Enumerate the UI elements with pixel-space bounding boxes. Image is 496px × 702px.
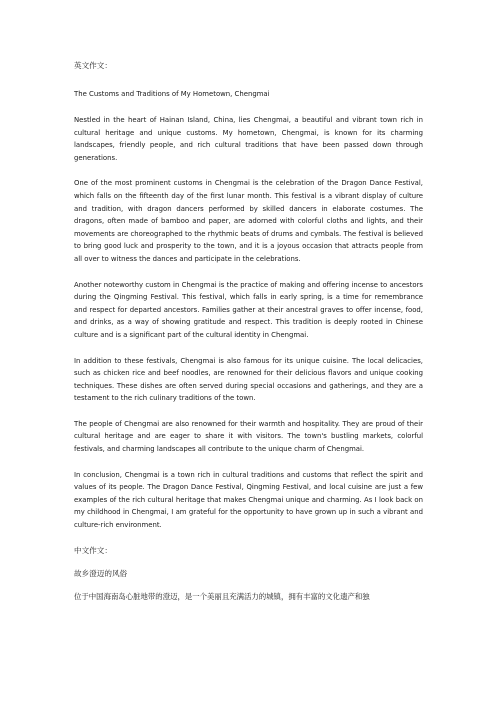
paragraph-3: Another noteworthy custom in Chengmai is the practice of making and offering incense to ancestors during the Qingming Festival. This festival, which falls in early spring, is a time for remembrance and respect for departed ancestors. Families gather at their ancestral graves to offer incense, food, and drinks, as a way of showing gratitude and respect. This tradition is deeply rooted in Chinese culture and is a significant part of the cultural identity in Chengmai. [74, 280, 423, 339]
paragraph-1: Nestled in the heart of Hainan Island, China, lies Chengmai, a beautiful and vibrant town rich in cultural heritage and unique customs. My hometown, Chengmai, is known for its charming landscapes, friendly people, and rich cultural traditions that have been passed down through generations. [74, 116, 423, 162]
paragraph-2: One of the most prominent customs in Chengmai is the celebration of the Dragon Dance Festival, which falls on the fifteenth day of the first lunar month. This festival is a vibrant display of culture and tradition, with dragon dancers performed by skilled dancers in elaborate costumes. The dragons, often made of bamboo and paper, are adorned with colorful cloths and lights, and their movements are choreographed to the rhythmic beats of drums and cymbals. The festival is believed to bring good luck and prosperity to the town, and it is a joyous occasion that attracts people from all over to witness the dances and participate in the celebrations. [74, 179, 423, 263]
document-body [74, 60, 423, 603]
chinese-paragraph-first-line: 位于中国海南岛心脏地带的澄迈，是一个美丽且充满活力的城镇，拥有丰富的文化遗产和独 [74, 591, 370, 601]
english-essay-title: The Customs and Traditions of My Hometown, Chengmai [74, 90, 270, 98]
paragraph-5: The people of Chengmai are also renowned for their warmth and hospitality. They are proud of their cultural heritage and are eager to share it with visitors. The town's bustling markets, colorful festivals, and charming landscapes all contribute to the unique charm of Chengmai. [74, 419, 423, 454]
paragraph-4: In addition to these festivals, Chengmai is also famous for its unique cuisine. The local delicacies, such as chicken rice and beef noodles, are renowned for their delicious flavors and unique cooking techniques. These dishes are often served during special occasions and gatherings, and they are a testament to the rich culinary traditions of the town. [74, 356, 423, 403]
english-section-label: 英文作文： [74, 61, 112, 70]
paragraph-6: In conclusion, Chengmai is a town rich in cultural traditions and customs that reflect the spirit and values of its people. The Dragon Dance Festival, Qingming Festival, and local cuisine are just a few examples of the rich cultural heritage that makes Chengmai unique and charming. As I look back on my childhood in Chengmai, I am grateful for the opportunity to have grown up in such a vibrant and culture-rich environment. [74, 470, 423, 530]
chinese-section-label: 中文作文： [74, 545, 112, 555]
chinese-essay-title: 故乡澄迈的风俗 [74, 568, 128, 578]
